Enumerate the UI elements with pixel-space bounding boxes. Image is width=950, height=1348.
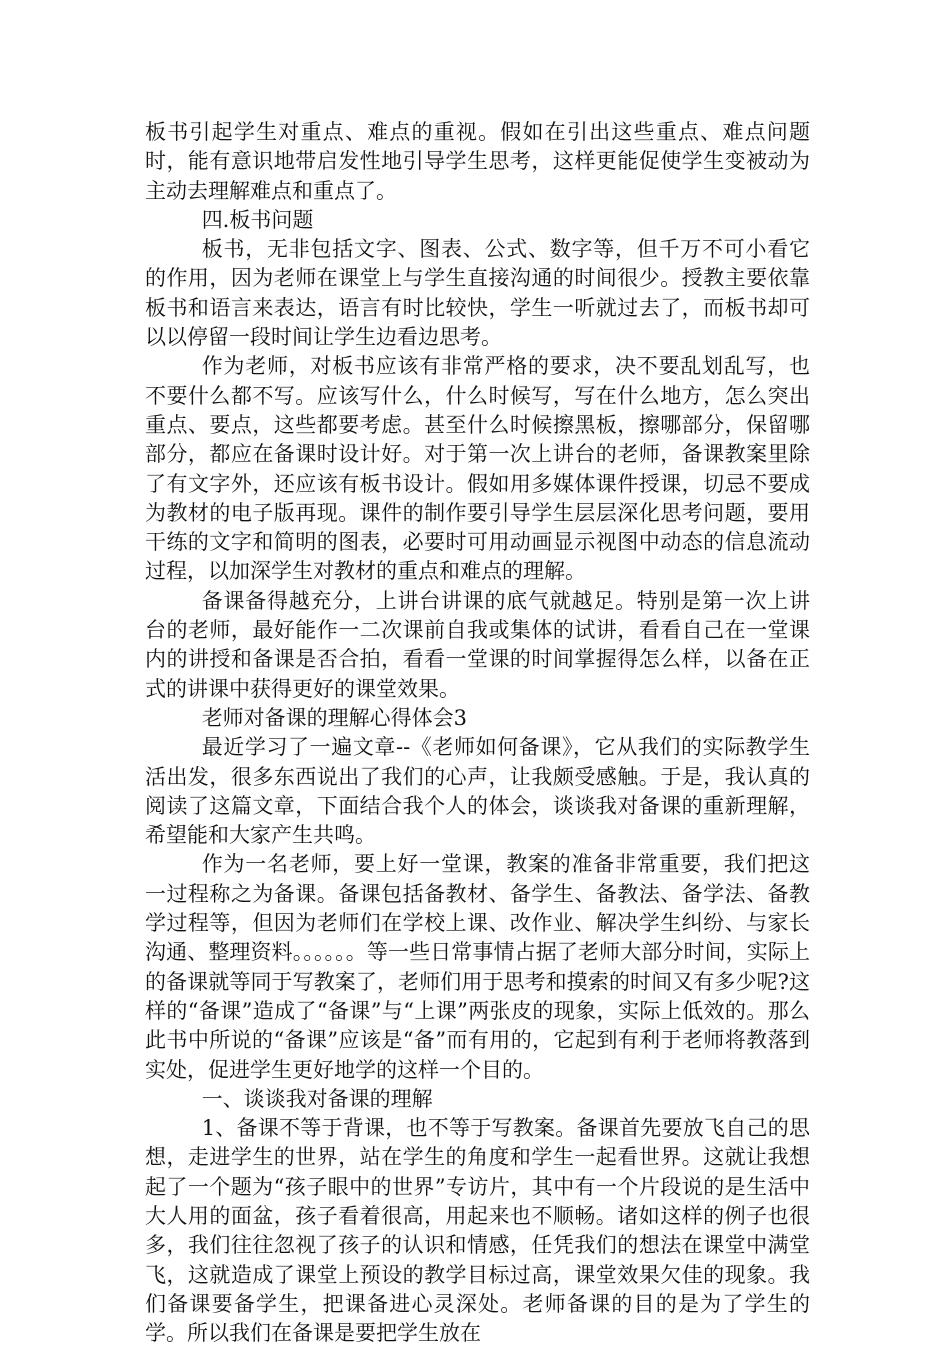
paragraph: 作为老师，对板书应该有非常严格的要求，决不要乱划乱写，也不要什么都不写。应该写什么，什么时候写，写在什么地方，怎么突出重点、要点，这些都要考虑。甚至什么时候擦黑板，擦哪部分，保留哪部分，都应在备课时设计好。对于第一次上讲台的老师，备课教案里除了有文字外，还应该有板书设计。假如用多媒体课件授课，切忌不要成为教材的电子版再现。课件的制作要引导学生层层深化思考问题，要用干练的文字和简明的图表，必要时可用动画显示视图中动态的信息流动过程，以加深学生对教材的重点和难点的理解。	[145, 354, 810, 584]
document-page	[145, 118, 810, 1348]
section-heading-board-writing: 四.板书问题	[201, 207, 314, 232]
paragraph-continuation: 板书引起学生对重点、难点的重视。假如在引出这些重点、难点问题时，能有意识地带启发性地引导学生思考，这样更能促使学生变被动为主动去理解难点和重点了。	[145, 120, 810, 203]
paragraph: 作为一名老师，要上好一堂课，教案的准备非常重要，我们把这一过程称之为备课。备课包括备教材、备学生、备教法、备学法、备教学过程等，但因为老师们在学校上课、改作业、解决学生纠纷、与家长沟通、整理资料。。。。。。等一些日常事情占据了老师大部分时间，实际上的备课就等同于写教案了，老师们用于思考和摸索的时间又有多少呢?这样的“备课”造成了“备课”与“上课”两张皮的现象，实际上低效的。那么此书中所说的“备课”应该是“备”而有用的，它起到有利于老师将教落到实处，促进学生更好地学的这样一个目的。	[145, 852, 810, 1082]
article-title: 老师对备课的理解心得体会3	[201, 705, 468, 730]
paragraph: 1、备课不等于背课，也不等于写教案。备课首先要放飞自己的思想，走进学生的世界，站在学生的角度和学生一起看世界。这就让我想起了一个题为“孩子眼中的世界”专访片，其中有一个片段说的是生活中大人用的面盆，孩子看着很高，用起来也不顺畅。诸如这样的例子也很多，我们往往忽视了孩子的认识和情感，任凭我们的想法在课堂中满堂飞，这就造成了课堂上预设的教学目标过高，课堂效果欠佳的现象。我们备课要备学生，把课备进心灵深处。老师备课的目的是为了学生的学。所以我们在备课是要把学生放在	[145, 1116, 810, 1346]
paragraph: 备课备得越充分，上讲台讲课的底气就越足。特别是第一次上讲台的老师，最好能作一二次课前自我或集体的试讲，看看自己在一堂课内的讲授和备课是否合拍，看看一堂课的时间掌握得怎么样，以备在正式的讲课中获得更好的课堂效果。	[145, 588, 810, 701]
paragraph: 最近学习了一遍文章--《老师如何备课》，它从我们的实际教学生活出发，很多东西说出了我们的心声，让我颇受感触。于是，我认真的阅读了这篇文章，下面结合我个人的体会，谈谈我对备课的重新理解，希望能和大家产生共鸣。	[145, 735, 810, 848]
paragraph: 板书，无非包括文字、图表、公式、数字等，但千万不可小看它的作用，因为老师在课堂上与学生直接沟通的时间很少。授教主要依靠板书和语言来表达，语言有时比较快，学生一听就过去了，而板书却可以以停留一段时间让学生边看边思考。	[145, 237, 810, 350]
section-heading-understanding: 一、谈谈我对备课的理解	[201, 1086, 433, 1111]
